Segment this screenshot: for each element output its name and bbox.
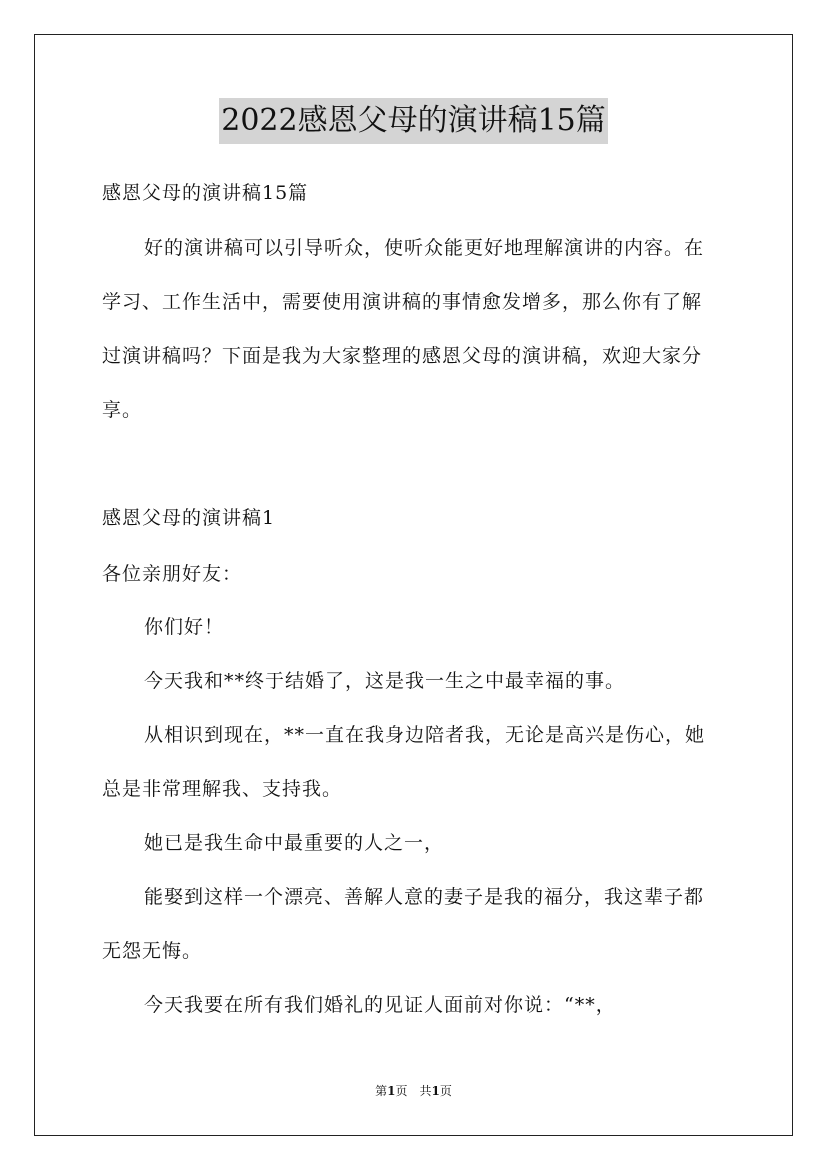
body-line-3: 从相识到现在，**一直在我身边陪者我，无论是高兴是伤心，她 [144, 724, 706, 746]
intro-line-1: 好的演讲稿可以引导听众，使听众能更好地理解演讲的内容。在 [144, 237, 705, 259]
intro-line-2: 学习、工作生活中，需要使用演讲稿的事情愈发增多，那么你有了解 [102, 291, 703, 313]
document-subtitle: 感恩父母的演讲稿15篇 [102, 182, 309, 204]
page-total: 1 [431, 1084, 440, 1098]
body-line-6: 能娶到这样一个漂亮、善解人意的妻子是我的福分，我这辈子都 [144, 886, 705, 908]
salutation: 各位亲朋好友： [102, 563, 243, 585]
page-mid: 页 共 [395, 1084, 432, 1098]
body-line-1: 你们好！ [144, 616, 225, 638]
section-title: 感恩父母的演讲稿1 [102, 507, 276, 529]
page-current: 1 [387, 1084, 396, 1098]
intro-line-3: 过演讲稿吗？下面是我为大家整理的感恩父母的演讲稿，欢迎大家分 [102, 345, 703, 367]
body-line-8: 今天我要在所有我们婚礼的见证人面前对你说：“**， [144, 994, 616, 1016]
page-footer [0, 1083, 827, 1099]
page-prefix: 第 [375, 1084, 388, 1098]
body-line-7: 无怨无悔。 [102, 940, 203, 962]
body-line-2: 今天我和**终于结婚了，这是我一生之中最幸福的事。 [144, 670, 626, 692]
document-title: 2022感恩父母的演讲稿15篇 [219, 98, 608, 144]
body-line-5: 她已是我生命中最重要的人之一， [144, 832, 445, 854]
page-suffix: 页 [439, 1084, 452, 1098]
intro-line-4: 享。 [102, 399, 143, 421]
title-container [0, 98, 827, 144]
body-line-4: 总是非常理解我、支持我。 [102, 778, 343, 800]
